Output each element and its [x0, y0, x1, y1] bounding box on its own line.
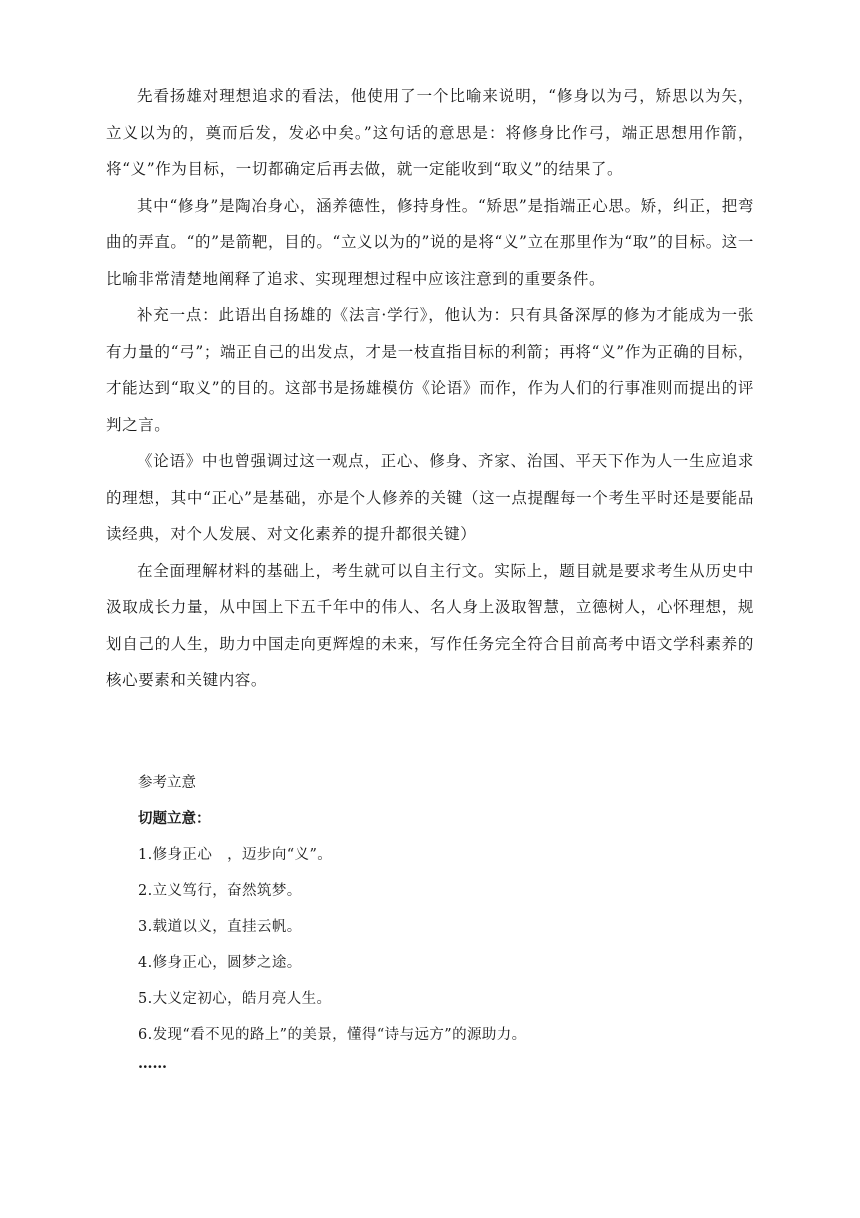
reference-section [106, 765, 754, 1075]
list-item: 1.修身正心 ，迈步向“义”。 [138, 846, 333, 863]
list-item: 2.立义笃行，奋然筑梦。 [138, 882, 302, 899]
reference-subheading: 切题立意： [138, 810, 211, 827]
paragraph: 《论语》中也曾强调过这一观点，正心、修身、齐家、治国、平天下作为人一生应追求的理想，其中“正心”是基础，亦是个人修养的关键（这一点提醒每一个考生平时还是要能品读经典，对个人发展、对文化素养的提升都很关键） [106, 452, 754, 543]
paragraph: 其中“修身”是陶冶身心，涵养德性，修持身性。“矫思”是指端正心思。矫，纠正，把弯曲的弄直。“的”是箭靶，目的。“立义以为的”说的是将“义”立在那里作为“取”的目标。这一比喻非常清楚地阐释了追求、实现理想过程中应该注意到的重要条件。 [106, 196, 754, 288]
list-item: 3.载道以义，直挂云帆。 [138, 918, 302, 935]
section-spacer [106, 699, 754, 765]
paragraph: 补充一点：此语出自扬雄的《法言·学行》，他认为：只有具备深厚的修为才能成为一张有力量的“弓”；端正自己的出发点，才是一枝直指目标的利箭；再将“义”作为正确的目标，才能达到“取义”的目的。这部书是扬雄模仿《论语》而作，作为人们的行事准则而提出的评判之言。 [106, 306, 754, 434]
list-item: 5.大义定初心，皓月亮人生。 [138, 990, 332, 1007]
ellipsis-text: …… [138, 1054, 167, 1072]
reference-list [106, 837, 754, 1053]
paragraph: 在全面理解材料的基础上，考生就可以自主行文。实际上，题目就是要求考生从历史中汲取成长力量，从中国上下五千年中的伟人、名人身上汲取智慧，立德树人，心怀理想，规划自己的人生，助力中国走向更辉煌的未来，写作任务完全符合目前高考中语文学科素养的核心要素和关键内容。 [106, 561, 754, 689]
reference-heading: 参考立意 [138, 774, 196, 791]
paragraph: 先看扬雄对理想追求的看法，他使用了一个比喻来说明，“修身以为弓，矫思以为矢，立义以为的，奠而后发，发必中矣。”这句话的意思是：将修身比作弓，端正思想用作箭，将“义”作为目标，一切都确定后再去做，就一定能收到“取义”的结果了。 [106, 87, 754, 178]
list-item: 4.修身正心，圆梦之途。 [138, 954, 302, 971]
body-text [106, 78, 754, 699]
list-item: 6.发现“看不见的路上”的美景，懂得“诗与远方”的源助力。 [138, 1026, 527, 1043]
